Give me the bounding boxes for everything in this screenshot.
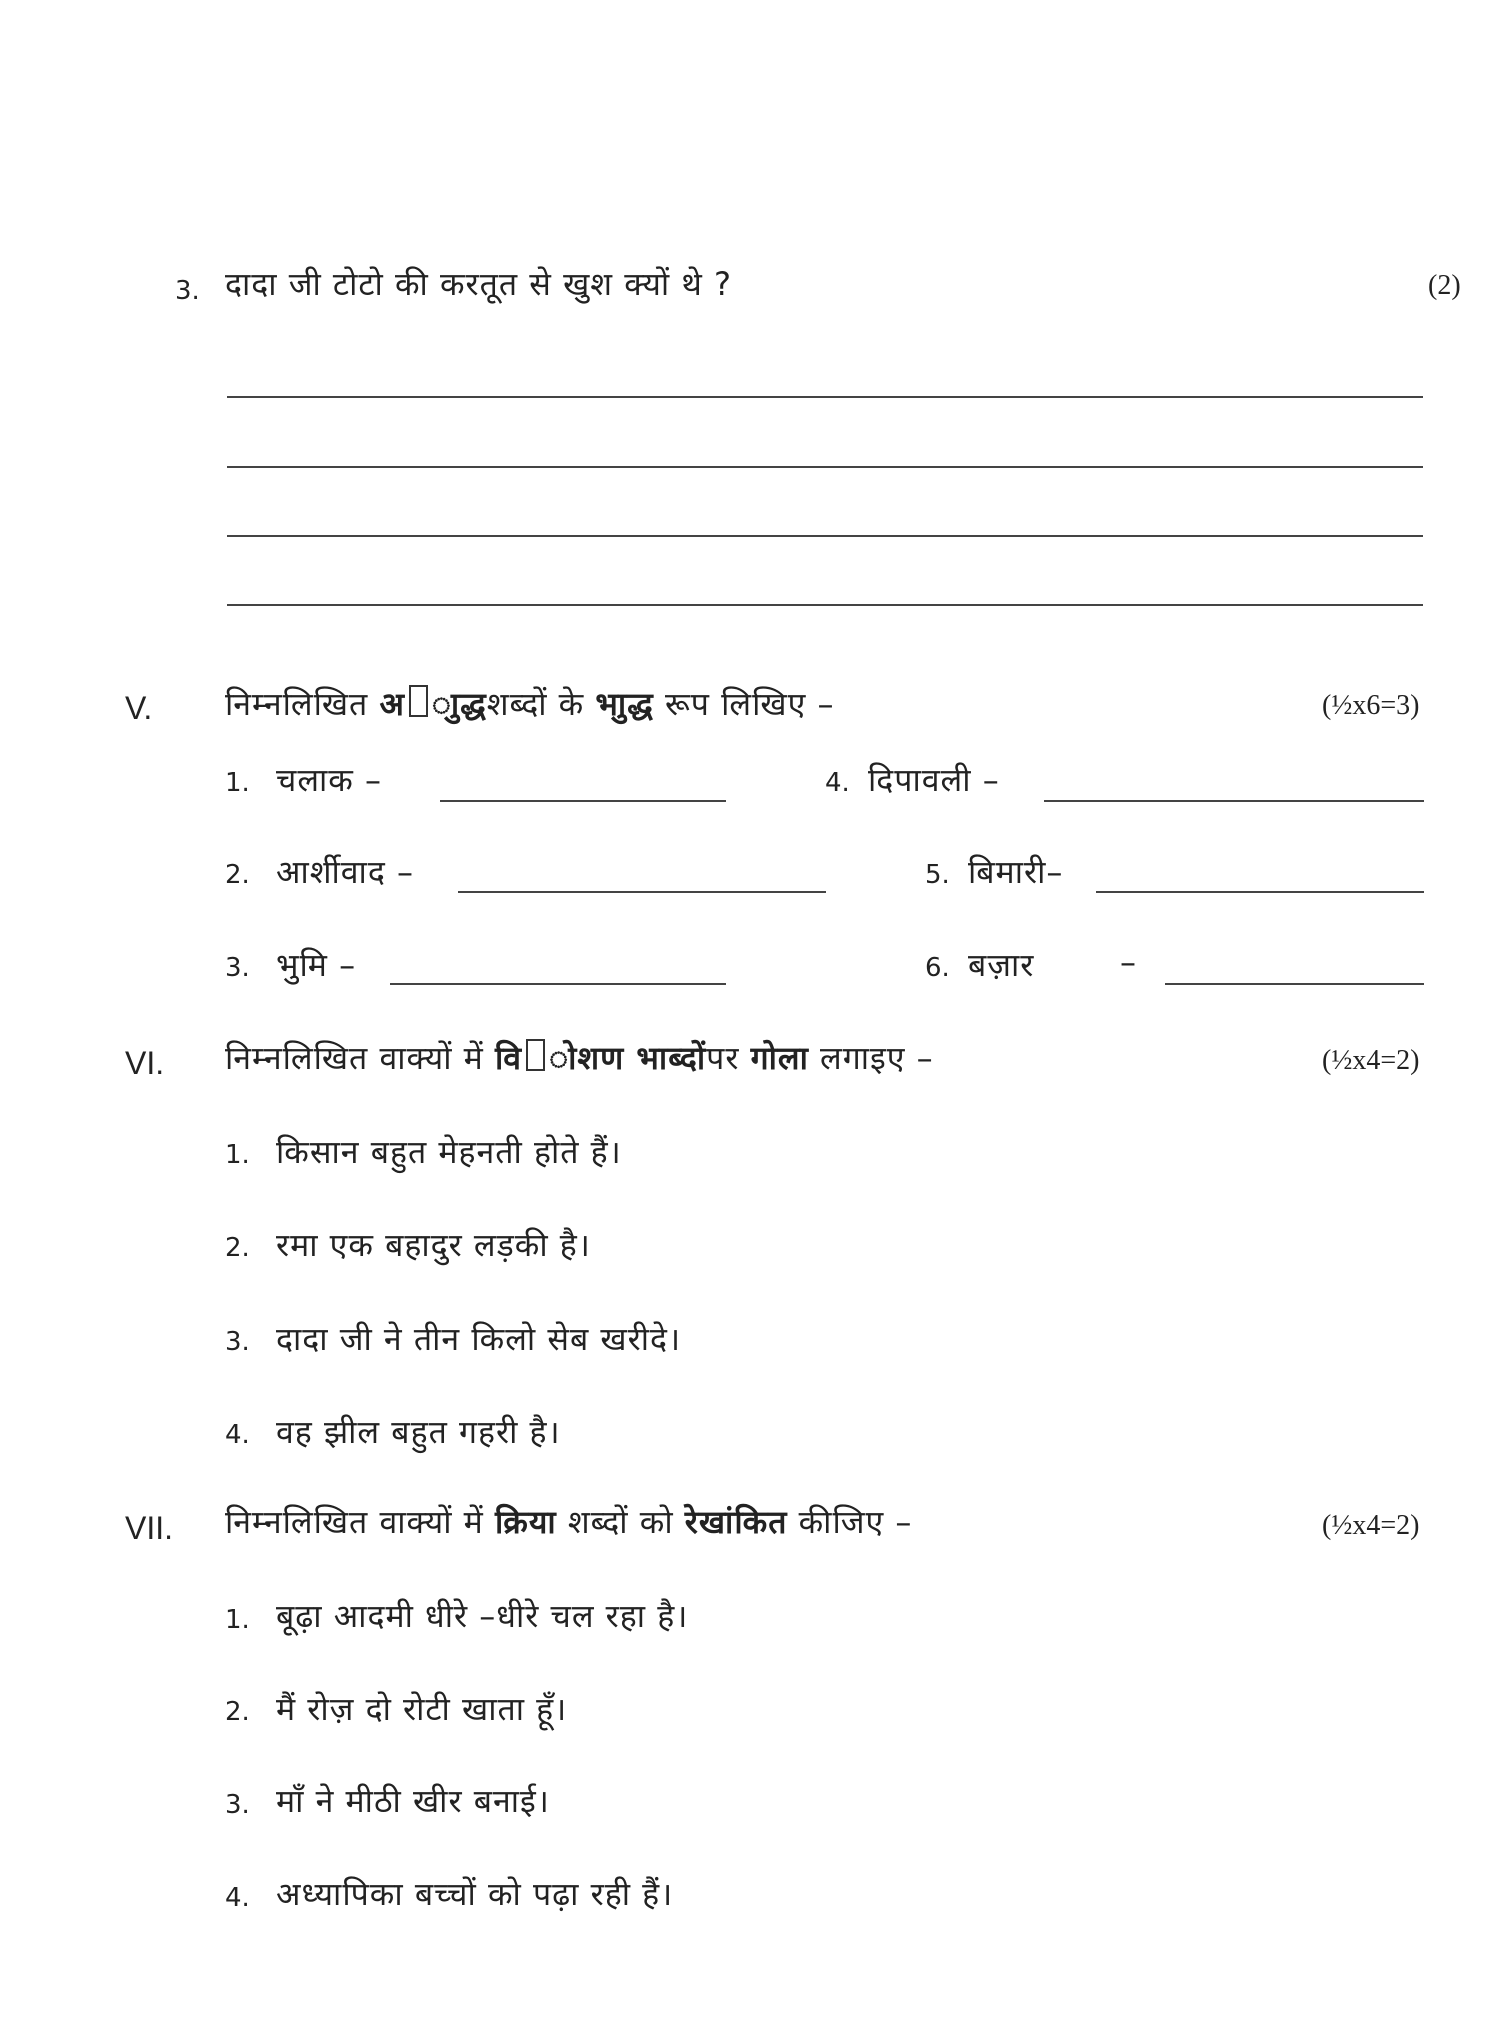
vii-item-text: मैं रोज़ दो रोटी खाता हूँ। <box>276 1690 568 1728</box>
section-vii-instruction: निम्नलिखित वाक्यों में क्रिया शब्दों को रेखांकित कीजिए – <box>225 1503 913 1541</box>
v-item-word: आर्शीवाद – <box>276 853 414 891</box>
missing-glyph-box <box>409 685 428 717</box>
v-item-answer-line[interactable] <box>1044 800 1424 802</box>
vii-item-number: 3. <box>225 1790 250 1820</box>
v-item-number: 5. <box>925 860 950 890</box>
answer-line-2[interactable] <box>227 466 1423 468</box>
vii-item-text: अध्यापिका बच्चों को पढ़ा रही हैं। <box>276 1875 674 1913</box>
v-item-number: 4. <box>825 768 850 798</box>
vi-item-number: 4. <box>225 1420 250 1450</box>
v-item-word: चलाक – <box>276 761 383 799</box>
missing-glyph-box <box>526 1039 545 1071</box>
v-item-answer-line[interactable] <box>1165 983 1424 985</box>
vii-item-number: 4. <box>225 1883 250 1913</box>
v-item-number: 1. <box>225 768 250 798</box>
v-item-word: दिपावली – <box>868 761 1000 799</box>
vii-item-number: 2. <box>225 1697 250 1727</box>
section-vi-marks: (½x4=2) <box>1322 1045 1420 1076</box>
vii-item-text: माँ ने मीठी खीर बनाई। <box>276 1782 550 1820</box>
section-vi-instruction: निम्नलिखित वाक्यों में वि ोशण भाब्दोंपर गोला लगाइए – <box>225 1039 934 1077</box>
section-vii-marks: (½x4=2) <box>1322 1510 1420 1541</box>
v-item-dash: – <box>1120 943 1137 981</box>
v-item-answer-line[interactable] <box>390 983 726 985</box>
vii-item-number: 1. <box>225 1605 250 1635</box>
vii-item-text: बूढ़ा आदमी धीरे –धीरे चल रहा है। <box>276 1597 689 1635</box>
vi-item-number: 3. <box>225 1327 250 1357</box>
v-item-word: बज़ार <box>968 946 1035 984</box>
answer-line-4[interactable] <box>227 604 1423 606</box>
v-item-number: 3. <box>225 953 250 983</box>
section-v-number: V. <box>125 690 153 726</box>
vi-item-text: रमा एक बहादुर लड़की है। <box>276 1226 591 1264</box>
v-item-answer-line[interactable] <box>440 800 726 802</box>
v-item-word: भुमि – <box>276 946 357 984</box>
v-item-answer-line[interactable] <box>458 891 826 893</box>
answer-line-1[interactable] <box>227 396 1423 398</box>
v-item-answer-line[interactable] <box>1096 891 1424 893</box>
section-vii-number: VII. <box>125 1510 174 1546</box>
v-item-number: 2. <box>225 860 250 890</box>
vi-item-text: वह झील बहुत गहरी है। <box>276 1413 561 1451</box>
question-number: 3. <box>175 276 200 306</box>
question-text: दादा जी टोटो की करतूत से खुश क्यों थे ? <box>225 265 732 303</box>
vi-item-number: 2. <box>225 1233 250 1263</box>
v-item-word: बिमारी– <box>968 853 1064 891</box>
section-v-marks: (½x6=3) <box>1322 690 1420 721</box>
v-item-number: 6. <box>925 953 950 983</box>
section-vi-number: VI. <box>125 1045 165 1081</box>
section-v-instruction: निम्नलिखित अ ाुद्धशब्दों के भाुद्ध रूप लिखिए – <box>225 685 835 723</box>
vi-item-number: 1. <box>225 1140 250 1170</box>
question-marks: (2) <box>1428 270 1461 301</box>
answer-line-3[interactable] <box>227 535 1423 537</box>
vi-item-text: किसान बहुत मेहनती होते हैं। <box>276 1133 622 1171</box>
vi-item-text: दादा जी ने तीन किलो सेब खरीदे। <box>276 1320 682 1358</box>
